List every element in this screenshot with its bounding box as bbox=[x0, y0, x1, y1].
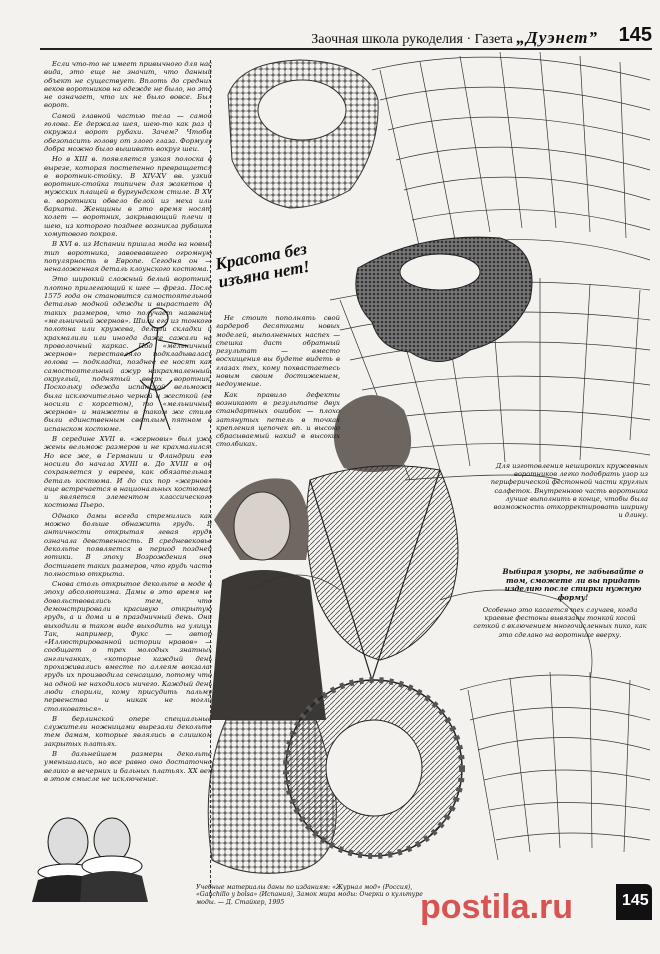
middle-paragraph: Не стоит пополнять свой гардероб десятками новых моделей, выполненных наспех — спешка даст обратный результат — вместо восхищения вы будете видеть в глазах тех, кому похвастаетесь новым своим достижением, недоумение. bbox=[216, 314, 340, 389]
watermark-logo: postila.ru bbox=[420, 888, 574, 926]
source-credits: Учебные материалы даны по изданиям: «Журнал мод» (Россия), «Ganchillo y bolsa» (Испания), Замок мира моды: Очерки о культуре моды. — Д. Стайкер, 1995 bbox=[196, 884, 423, 906]
collar-chart-top bbox=[372, 52, 650, 260]
corner-badge-number: 145 bbox=[622, 892, 649, 909]
article-title: Красота без изъяна нет! bbox=[213, 238, 312, 292]
dark-round-collar-photo bbox=[286, 680, 462, 856]
header-title: Заочная школа рукоделия · Газета „Дуэнет” bbox=[311, 28, 598, 47]
left-paragraph: В XVI в. из Испании пришла мода на новый тип воротника, завоевавшего огромную популярность в Европе. Сегодня он — неналоженная деталь клоунского костюма. bbox=[44, 240, 212, 274]
scalloped-collar-photo bbox=[356, 237, 532, 361]
left-paragraph: Если что-то не имеет привычного для нас вида, это еще не значит, что данный объект не существует. Вплоть до средних веков воротников на одежде не было, но это не означает, что их не было вовсе. Был ворот. bbox=[44, 60, 212, 110]
left-paragraph: Снова столь открытое декольте в моде в эпоху абсолютизма. Дамы в это время не довольствовались тем, что демонстрировали красивую открытую грудь, а и дома и в праздничный день. Они выходили в таком виде выходить на улицу. Так, например, Фукс — автор «Иллюстрированной истории нравов» — сообщает о трех молодых знатных англичанках, «которые каждый день прохаживались вместе по аллеям вокзала: грудь их производила сенсацию, потому что на одной не находилось ничего. Каждый день люди спорили, кому присудить пальму первенства и никак не могли столковаться». bbox=[44, 580, 212, 713]
left-paragraph: Это широкий сложный белый воротник, плотно прилегающий к шее — фреза. После 1575 года он становится самостоятельной деталью модной одежды и вырастает до таких размеров, что получает название «мельничный жернов». Шили его из тонкого полотна или кружева, делали складки и крахмалили или иногда даже сажали на проволочный каркас. Под «мельничный жернов» переставляло подкладывалась голова — подкладка, позднее ее носят как самостоятельный ажур накрахмаленный, округлый, поднятый вверх воротник. Поскольку одежда испанской вельможи была исключительно черной и жесткой (ее носили с корсетом), то «мельничный жернов» и манжеты в таком же стиле были единственным светлым пятном в испанском костюме. bbox=[44, 275, 212, 433]
ruff-portraits-drawing bbox=[32, 818, 148, 902]
left-paragraph: В середине XVII в. «жерновы» был уже жены вельмож размеров и не крахмалился. Но все же, в Германии и Фландрии его носили до начала XVIII в. До XVIII в он сохраняется у евреев, как обязательная деталь костюма. И до сих пор «жернов» еще встречается в национальных костюмах и является элементом классического костюма Пьеро. bbox=[44, 435, 212, 510]
middle-paragraph: Как правило дефекты возникают в результате двух стандартных ошибок — плохо затянутых петель в точках крепления цепочек вп. и высоко сбрасываемый накид в высоких столбиках. bbox=[216, 390, 340, 449]
left-paragraph: Но в XIII в. появляется узкая полоска в вырезе, которая постепенно превращается в воротник-стойку. В XIV-XV вв. узкий воротник-стойка типичен для жакетов и мужских плащей в бургундском стиле. В XV в. воротники обвело белой из меха или бархата. Женщины в это время носят колет — воротник, закрывающий плечи и шею, из которого позднее возникла рубашка хомутового покроя. bbox=[44, 155, 212, 238]
right-note: Особенно это касается тех случаев, когда краевые фестоны вывязаны тонкой косой сеткой с включением многочисленных пико, как это сделано на воротнике вверху. bbox=[473, 606, 647, 639]
header-brand: „Дуэнет” bbox=[516, 28, 598, 47]
header-newspaper: Газета bbox=[474, 32, 513, 47]
round-collar-photo bbox=[228, 60, 378, 208]
left-paragraph: В берлинской опере специальные служители ножницами вырезали декольте тем дамам, которые являлись в слишком закрытых платьях. bbox=[44, 714, 212, 748]
right-paragraph: Для изготовления нешироких кружевных воротников легко подобрать узор из периферической фестонной части круглых салфеток. Внутреннюю часть воротника лучше выполнить в конце, чтобы была возможность откорректировать ширину и длину. bbox=[490, 462, 648, 520]
right-bold-tip: Выбирая узоры, не забывайте о том, сможете ли вы придать изделию после стирки нужную форму! bbox=[502, 567, 644, 602]
left-paragraph: В дальнейшем размеры декольте уменьшались, но все равно оно достаточно велико в вечерних и бальных платьях. XX век в этом смысле не исключение. bbox=[44, 750, 212, 783]
middle-column-text bbox=[216, 314, 340, 451]
page-number: 145 bbox=[618, 24, 652, 46]
left-column-article bbox=[44, 60, 212, 785]
left-paragraph: Самой главной частью тела — самой голова. Ее держала шея, шею-то как раз и окружал ворот рубахи. Зачем? Чтобы обезопасить голову от злого глаза. Формулу добра можно было вышивать вокруг шеи. bbox=[44, 111, 212, 153]
right-column-text bbox=[488, 462, 648, 521]
column-divider bbox=[210, 60, 211, 898]
left-paragraph: Однако дамы всегда стремились как можно больше обнажить грудь. В античности открытая левая грудь означала девственность. В средневековье декольте появляется в период поздней готики. В эпоху Возрождения оно достигает таких размеров, что грудь часто полностью открыта. bbox=[44, 511, 213, 578]
header-school: Заочная школа рукоделия bbox=[311, 32, 463, 47]
corner-badge bbox=[616, 884, 652, 920]
